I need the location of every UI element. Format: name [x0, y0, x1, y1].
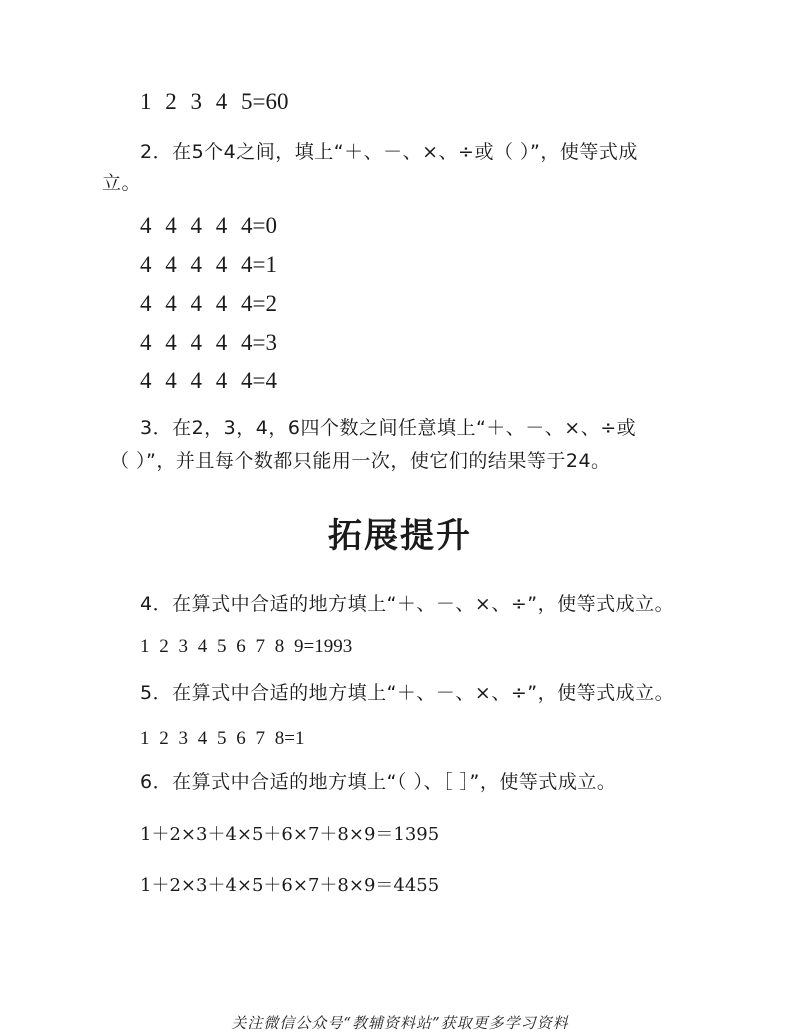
question-2-text-cont: 立。 [102, 172, 142, 194]
equation-fours-0: 4 4 4 4 4=0 [140, 213, 277, 238]
question-4-text: 4．在算式中合适的地方填上“＋、－、×、÷”，使等式成立。 [140, 593, 675, 615]
equation-6b: 1＋2×3＋4×5＋6×7＋8×9＝4455 [140, 875, 440, 896]
equation-fours-3: 4 4 4 4 4=3 [140, 330, 277, 355]
footer-watermark: 关注微信公众号“教辅资料站”获取更多学习资料 [231, 1014, 569, 1032]
question-5-text: 5．在算式中合适的地方填上“＋、－、×、÷”，使等式成立。 [140, 682, 675, 704]
equation-5: 1 2 3 4 5 6 7 8=1 [140, 728, 305, 749]
question-3-text: 3．在2，3，4，6四个数之间任意填上“＋、－、×、÷或 [140, 417, 637, 439]
equation-fours-4: 4 4 4 4 4=4 [140, 368, 277, 393]
question-3-text-cont: （ ）”，并且每个数都只能用一次，使它们的结果等于24。 [110, 450, 611, 472]
section-title-extension: 拓展提升 [328, 516, 472, 556]
equation-fours-2: 4 4 4 4 4=2 [140, 291, 277, 316]
equation-fours-1: 4 4 4 4 4=1 [140, 252, 277, 277]
question-6-text: 6．在算式中合适的地方填上“（ ）、［ ］”，使等式成立。 [140, 771, 617, 793]
question-2-text: 2．在5个4之间，填上“＋、－、×、÷或（ ）”，使等式成 [140, 141, 638, 163]
equation-1-to-5: 1 2 3 4 5=60 [140, 89, 289, 114]
equation-6a: 1＋2×3＋4×5＋6×7＋8×9＝1395 [140, 824, 440, 845]
equation-4: 1 2 3 4 5 6 7 8 9=1993 [140, 636, 353, 657]
